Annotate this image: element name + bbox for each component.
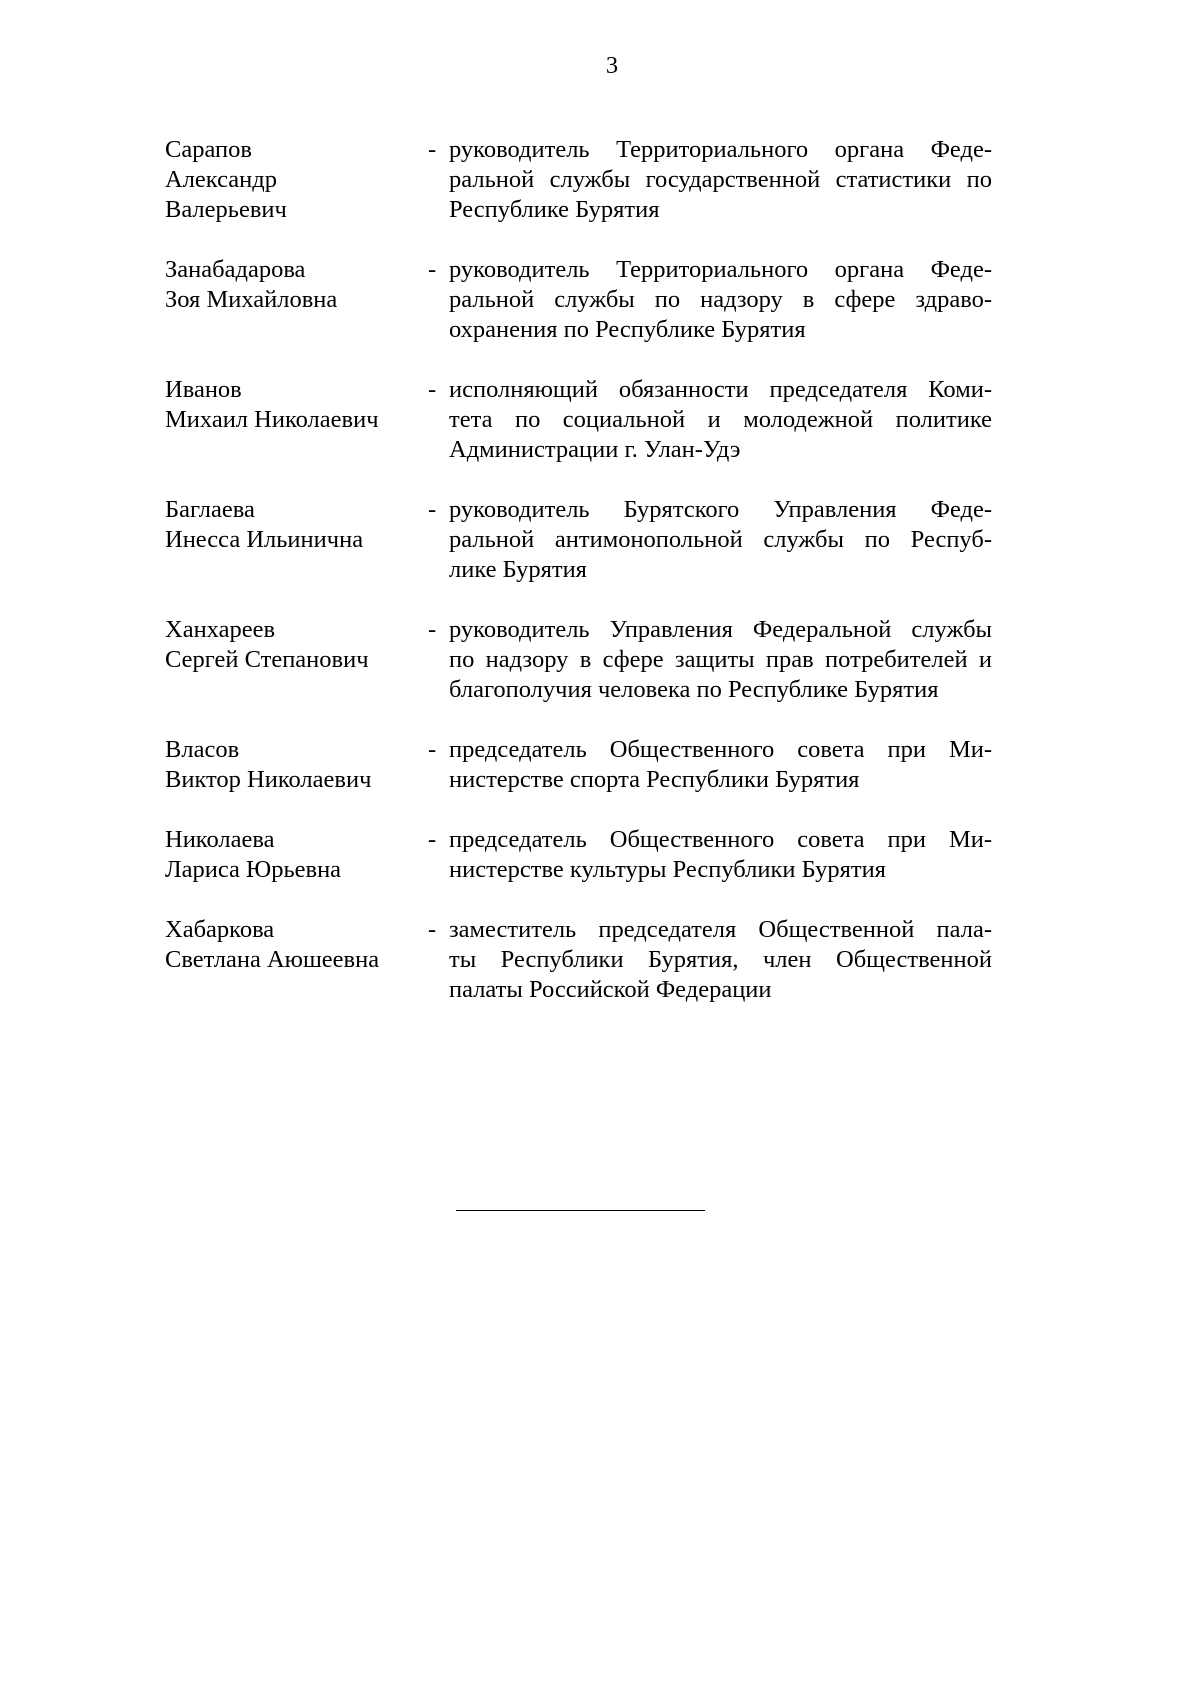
- name-line: Николаева: [165, 826, 275, 853]
- end-rule: [456, 1210, 705, 1211]
- position-line: ральной антимонопольной службы по Респуб-: [449, 526, 992, 553]
- position-line: по надзору в сфере защиты прав потребителей и: [449, 646, 992, 673]
- member-position: [449, 375, 992, 465]
- position-line: руководитель Территориального органа Феде-: [449, 256, 992, 283]
- name-line: Ханхареев: [165, 616, 276, 643]
- member-name: [165, 375, 425, 435]
- position-line: ты Республики Бурятия, член Общественной: [449, 946, 992, 973]
- dash: -: [428, 826, 437, 853]
- dash: -: [428, 376, 437, 403]
- name-line: Иванов: [165, 376, 242, 403]
- position-line: охранения по Республике Бурятия: [449, 316, 806, 343]
- position-line: заместитель председателя Общественной пала-: [449, 916, 992, 943]
- dash: -: [428, 916, 437, 943]
- name-line: Инесса Ильинична: [165, 526, 364, 553]
- position-line: руководитель Территориального органа Феде-: [449, 136, 992, 163]
- name-line: Власов: [165, 736, 240, 763]
- name-line: Александр: [165, 166, 277, 193]
- position-line: руководитель Управления Федеральной службы: [449, 616, 992, 643]
- name-line: Сарапов: [165, 136, 252, 163]
- member-position: [449, 735, 992, 795]
- member-name: [165, 825, 425, 885]
- position-line: Республике Бурятия: [449, 196, 660, 223]
- member-name: [165, 735, 425, 795]
- member-position: [449, 495, 992, 585]
- position-line: председатель Общественного совета при Ми-: [449, 826, 992, 853]
- name-line: Зоя Михайловна: [165, 286, 338, 313]
- position-line: палаты Российской Федерации: [449, 976, 772, 1003]
- member-position: [449, 135, 992, 225]
- name-line: Светлана Аюшеевна: [165, 946, 380, 973]
- member-name: [165, 495, 425, 555]
- name-line: Валерьевич: [165, 196, 287, 223]
- position-line: нистерстве спорта Республики Бурятия: [449, 766, 860, 793]
- member-position: [449, 255, 992, 345]
- member-name: [165, 915, 425, 975]
- dash: -: [428, 616, 437, 643]
- name-line: Виктор Николаевич: [165, 766, 372, 793]
- name-line: Сергей Степанович: [165, 646, 369, 673]
- position-line: председатель Общественного совета при Ми-: [449, 736, 992, 763]
- member-name: [165, 615, 425, 675]
- member-position: [449, 915, 992, 1005]
- position-line: ральной службы государственной статистики по: [449, 166, 992, 193]
- member-name: [165, 135, 425, 225]
- page-number: 3: [605, 52, 619, 79]
- position-line: Администрации г. Улан-Удэ: [449, 436, 741, 463]
- member-position: [449, 825, 992, 885]
- name-line: Баглаева: [165, 496, 255, 523]
- position-line: благополучия человека по Республике Бурятия: [449, 676, 939, 703]
- dash: -: [428, 496, 437, 523]
- position-line: лике Бурятия: [449, 556, 587, 583]
- dash: -: [428, 736, 437, 763]
- name-line: Лариса Юрьевна: [165, 856, 342, 883]
- dash: -: [428, 136, 437, 163]
- position-line: нистерстве культуры Республики Бурятия: [449, 856, 886, 883]
- dash: -: [428, 256, 437, 283]
- position-line: ральной службы по надзору в сфере здраво-: [449, 286, 992, 313]
- name-line: Михаил Николаевич: [165, 406, 379, 433]
- member-name: [165, 255, 425, 315]
- name-line: Занабадарова: [165, 256, 306, 283]
- position-line: тета по социальной и молодежной политике: [449, 406, 992, 433]
- name-line: Хабаркова: [165, 916, 275, 943]
- member-position: [449, 615, 992, 705]
- position-line: руководитель Бурятского Управления Феде-: [449, 496, 992, 523]
- position-line: исполняющий обязанности председателя Коми-: [449, 376, 992, 403]
